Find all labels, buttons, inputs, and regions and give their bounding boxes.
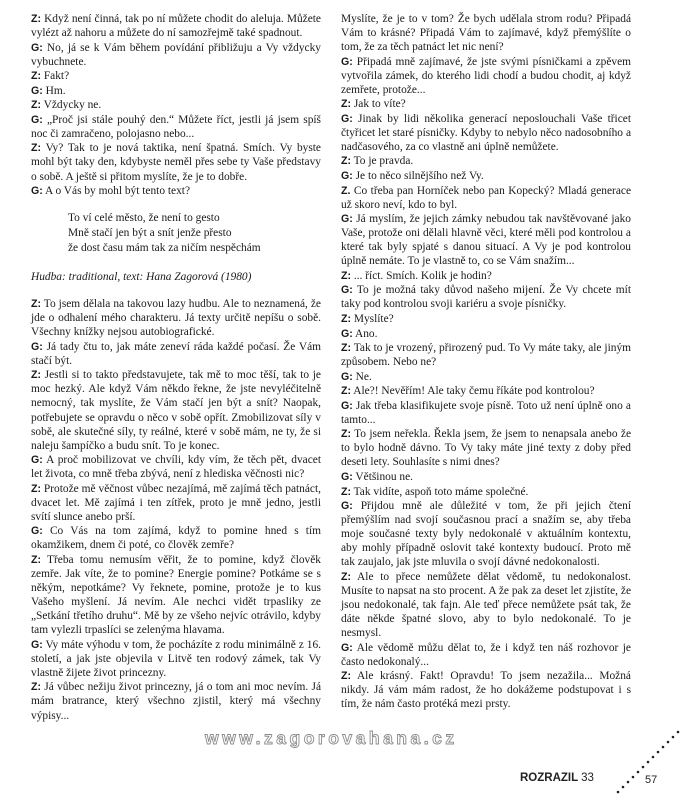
dialogue-paragraph: [31, 141, 321, 183]
dialogue-paragraph: [341, 641, 631, 669]
speaker-label: G:: [31, 525, 43, 538]
lyric-line: že dost času mám tak za ničím nespěchám: [68, 242, 261, 255]
speaker-label: G:: [341, 471, 353, 483]
speaker-label: Z:: [31, 99, 41, 112]
speaker-label: Z:: [341, 155, 351, 168]
dialogue-text: Jinak by lidi několika generací neposlouchali Vaše třicet čtyřicet let staré písničky. Kdyby to nebylo něco nadosobního a nadčasového, za co vlastně ani úplně nemůžete.: [341, 112, 631, 153]
dialogue-text: To jsem dělala na takovou lazy hudbu. Ale to neznamená, že jde o odhalení mého charakteru. Já texty určitě nepíšu o sobě. Všechny knížky nejsou autobiografické.: [31, 298, 321, 339]
speaker-label: G:: [31, 84, 43, 97]
dialogue-paragraph: [31, 98, 321, 112]
speaker-label: Z:: [341, 312, 351, 325]
dialogue-text: Co Vás na tom zajímá, když to pomine hned s tím okamžikem, dnem či poté, co člověk zemře?: [31, 525, 321, 552]
speaker-label: Z:: [341, 385, 351, 398]
speaker-label: Z:: [341, 98, 351, 111]
dialogue-paragraph: [31, 638, 321, 680]
speaker-label: G:: [31, 41, 43, 54]
dialogue-paragraph: [341, 212, 631, 268]
dialogue-paragraph: [341, 399, 631, 427]
dialogue-text: Já myslím, že jejich zámky nebudou tak navštěvované jako Vaše, protože oni dělali hlavně věci, které měli pod kontrolou a které tak byly spjaté s danou situací. A Vy je pod kontrolou úplně nemáte. To je vlastně to, co se Vám snažím...: [341, 213, 631, 268]
speaker-label: Z:: [341, 485, 351, 498]
dialogue-text: ... říct. Smích. Kolik je hodin?: [351, 269, 492, 282]
speaker-label: G:: [341, 399, 353, 412]
dialogue-text: Je to něco silnějšího než Vy.: [352, 170, 484, 183]
dialogue-text: „Proč jsi stále pouhý den.“ Můžete říct, jestli já jsem spíš noc či zamračeno, polojasno nebo...: [31, 113, 321, 140]
dialogue-paragraph: [341, 485, 631, 499]
dialogue-paragraph: [31, 368, 321, 452]
speaker-label: Z:: [31, 142, 41, 155]
lyric-line: Mně stačí jen být a snít jenže přesto: [68, 227, 232, 240]
dialogue-paragraph: [341, 154, 631, 168]
speaker-label: Z:: [341, 570, 351, 583]
dialogue-text: Ale krásný. Fakt! Opravdu! To jsem nezažila... Možná nikdy. Já vám mám radost, že ho dokážeme podstupovat i s tím, že nám často protéká mezi prsty.: [341, 670, 631, 711]
speaker-label: G:: [31, 340, 43, 353]
dialogue-paragraph: [341, 341, 631, 369]
dialogue-text: No, já se k Vám během povídání přibližuju a Vy vždycky vybuchnete.: [31, 41, 321, 68]
speaker-label: Z:: [341, 342, 351, 355]
speaker-label: G:: [341, 55, 353, 68]
dialogue-text: Protože mě věčnost vůbec nezajímá, mě zajímá těch patnáct, dvacet let. Mě zajímá i ten zítřek, proto je mně jedno, jestli svítí slunce anebo prší.: [31, 482, 321, 523]
dialogue-text: Hm.: [42, 84, 66, 97]
speaker-label: Z:: [31, 13, 41, 25]
speaker-label: G:: [341, 213, 353, 226]
dialogue-text: Ale vědomě můžu dělat to, že i když ten náš rozhovor je často nedokonalý...: [341, 641, 631, 668]
dialogue-text: To jsem neřekla. Řekla jsem, že jsem to nenapsala anebo že to bylo hodně dávno. To Vy taky máte jiné texty z doby před deseti lety. Souhlasíte s nimi dnes?: [341, 428, 631, 469]
speaker-label: Z:: [341, 670, 351, 683]
dialogue-text: Když není činná, tak po ní můžete chodit do aleluja. Můžete vylézt až nahoru a můžete do ní samozřejmě také spadnout.: [31, 13, 321, 40]
magazine-page-number: 33: [581, 772, 594, 784]
dialogue-text: Ano.: [352, 327, 378, 340]
speaker-label: G:: [341, 170, 353, 183]
dialogue-text: Vy máte výhodu v tom, že pocházíte z rodu minimálně z 16. století, a jak jste objevila v Litvě ten rodový zámek, tak Vy vlastně žijete život princezny.: [31, 638, 321, 679]
dialogue-text: Většinou ne.: [352, 471, 413, 483]
speaker-label: Z:: [31, 298, 41, 311]
dialogue-paragraph: [31, 553, 321, 637]
speaker-label: G:: [341, 500, 353, 513]
song-credit: Hudba: traditional, text: Hana Zagorová (1980): [31, 271, 252, 284]
dialogue-paragraph: [341, 327, 631, 341]
dialogue-paragraph: [341, 55, 631, 97]
dialogue-paragraph: [31, 84, 321, 98]
dialogue-block-2: [31, 297, 321, 722]
dialogue-paragraph: [341, 269, 631, 283]
speaker-label: G:: [31, 113, 43, 126]
dialogue-paragraph: [31, 12, 321, 40]
dialogue-paragraph: [341, 384, 631, 398]
dialogue-paragraph: [31, 453, 321, 481]
dialogue-paragraph: [31, 184, 321, 198]
speaker-label: G:: [341, 284, 353, 297]
speaker-label: G:: [341, 327, 353, 340]
dialogue-paragraph: [31, 524, 321, 552]
dialogue-text: Ale?! Nevěřím! Ale taky čemu říkáte pod kontrolou?: [351, 385, 595, 398]
dialogue-paragraph: [31, 41, 321, 69]
magazine-footer: [520, 772, 594, 784]
dialogue-paragraph: [341, 184, 631, 212]
dialogue-text: Ne.: [352, 370, 372, 383]
speaker-label: Z.: [341, 184, 351, 197]
dialogue-text: Tak vidíte, aspoň toto máme společné.: [351, 485, 529, 498]
dialogue-paragraph: [31, 340, 321, 368]
dialogue-paragraph: [341, 112, 631, 154]
speaker-label: G:: [341, 370, 353, 383]
dialogue-paragraph: [31, 69, 321, 83]
dialogue-text: Myslíte, že je to v tom? Že bych udělala strom rodu? Připadá Vám to krásné? Připadá Vám to zajímavé, když přemýšlíte o tom, že za těch patnáct let nic není?: [341, 13, 631, 54]
dialogue-text: Já vůbec nežiju život princezny, já o tom ani moc nevím. Já mám bratrance, který všechno zjistil, který má všechny výpisy...: [31, 681, 321, 722]
dialogue-text: A o Vás by mohl být tento text?: [42, 185, 191, 198]
speaker-label: G:: [31, 638, 43, 651]
dialogue-text: Vždycky ne.: [41, 99, 102, 112]
dialogue-paragraph: [31, 680, 321, 722]
speaker-label: Z:: [31, 681, 41, 694]
dialogue-text: Co třeba pan Horníček nebo pan Kopecký? Mladá generace už skoro neví, kdo to byl.: [341, 184, 631, 211]
dialogue-paragraph: [31, 482, 321, 524]
dialogue-text: Připadá mně zajímavé, že jste svými písničkami a zpěvem vytvořila zámek, do kterého lidi chodí a budou chodit, aj když zemřete, protože...: [341, 55, 631, 96]
dialogue-text: Já tady čtu to, jak máte zeneví ráda každé počasí. Že Vám stačí být.: [31, 340, 321, 367]
dialogue-paragraph: [31, 113, 321, 141]
dialogue-paragraph: [341, 283, 631, 311]
speaker-label: Z:: [31, 482, 41, 495]
speaker-label: Z:: [31, 369, 41, 382]
dialogue-paragraph: [341, 370, 631, 384]
song-lyrics: [68, 211, 321, 256]
speaker-label: Z:: [31, 554, 41, 566]
dialogue-text: Tak to je vrozený, přirozený pud. To Vy máte taky, ale jiným způsobem. Nebo ne?: [341, 342, 631, 369]
speaker-label: G:: [31, 454, 43, 467]
page-number: 57: [645, 774, 658, 786]
dialogue-text: Vy? Tak to je nová taktika, není špatná. Smích. Vy byste mohl být taky den, kdybyste neměl přes sebe ty Vaše představy o sobě. A ještě si přitom myslíte, že je to dobře.: [31, 142, 321, 183]
lyric-line: To ví celé město, že není to gesto: [68, 212, 220, 225]
dialogue-paragraph: [341, 499, 631, 569]
dialogue-paragraph: [341, 570, 631, 640]
dialogue-paragraph: [341, 97, 631, 111]
dialogue-paragraph: [341, 12, 631, 54]
speaker-label: G:: [341, 641, 353, 654]
dialogue-text: To je možná taky důvod našeho mijení. Že Vy chcete mít taky pod kontrolou svoji kariéru a svoje písničky.: [341, 284, 631, 311]
dialogue-text: Ale to přece nemůžete dělat vědomě, tu nedokonalost. Musíte to napsat na sto procent. A že pak za deset let zjistíte, že jsou nedokonalé, tak fajn. Ale teď přece nemůžete psát tak, že dáte někde špatné slovo, aby to bylo nedokonalé. To je nesmysl.: [341, 570, 631, 640]
dialogue-paragraph: [341, 669, 631, 711]
dialogue-text: Jak to víte?: [351, 98, 406, 111]
dialogue-paragraph: [341, 312, 631, 326]
dialogue-paragraph: [341, 470, 631, 484]
dialogue-text: To je pravda.: [351, 155, 414, 168]
dialogue-text: A proč mobilizovat ve chvíli, kdy vím, že těch pět, dvacet let života, co mně třeba zbývá, není z hlediska věčnosti nic?: [31, 454, 321, 481]
corner-dots-decoration: [614, 728, 684, 798]
dialogue-paragraph: [341, 427, 631, 469]
dialogue-text: Fakt?: [41, 70, 70, 83]
dialogue-text: Třeba tomu nemusím věřit, že to pomine, když člověk zemře. Jak víte, že to pomine? Energie pomine? Potkáme se s někým, nepotkáme? Vy řeknete, pomine, protože je to kus Vašeho myšlení. Já nevím. Ale nechci vidět trpasliky ze „Setkání třetího druhu“. Mě by ze všeho nejvíc otrávilo, kdyby tam vylezli trpaslíci se zelenýma hlavama.: [31, 554, 321, 637]
left-column: [31, 12, 321, 723]
magazine-title: ROZRAZIL: [520, 772, 578, 784]
dialogue-text: Přijdou mně ale důležité v tom, že při jejich čtení přemýšlím nad svojí současnou prací a snažím se, aby třeba moje současné texty byly nedokonalé v aktuálním kontextu, aby mohly případně oslovit také kontexty budoucí. Proto mě tak zaujalo, jak jste mluvila o svojí dávné nedokonalosti.: [341, 500, 631, 569]
dialogue-text: Jak třeba klasifikujete svoje písně. Toto už není úplně ono a tamto...: [341, 399, 631, 426]
dialogue-paragraph: [31, 297, 321, 339]
dialogue-text: Myslíte?: [351, 312, 394, 325]
dialogue-paragraph: [341, 169, 631, 183]
speaker-label: Z:: [341, 428, 351, 441]
dialogue-text: Jestli si to takto představujete, tak mě to moc těší, tak to je moc hezký. Ale když Vám někdo řekne, že jste nevyléčitelně nemocný, tak myslíte, že Vám stačí jen být a snít? Naopak, potřebujete se opravdu o něco v sobě opřít. Zmobilizovat síly v sobě, ale skutečné síly, ty reálné, které v sobě mám, ne ty, že si naleju šampíčko a budu snít. To je konec.: [31, 369, 321, 452]
speaker-label: Z:: [341, 269, 351, 282]
right-column: [341, 12, 631, 712]
dialogue-block-1: [31, 12, 321, 198]
speaker-label: Z:: [31, 70, 41, 83]
speaker-label: G:: [31, 185, 43, 198]
speaker-label: G:: [341, 112, 353, 125]
website-watermark: www.zagorovahana.cz: [205, 728, 458, 748]
